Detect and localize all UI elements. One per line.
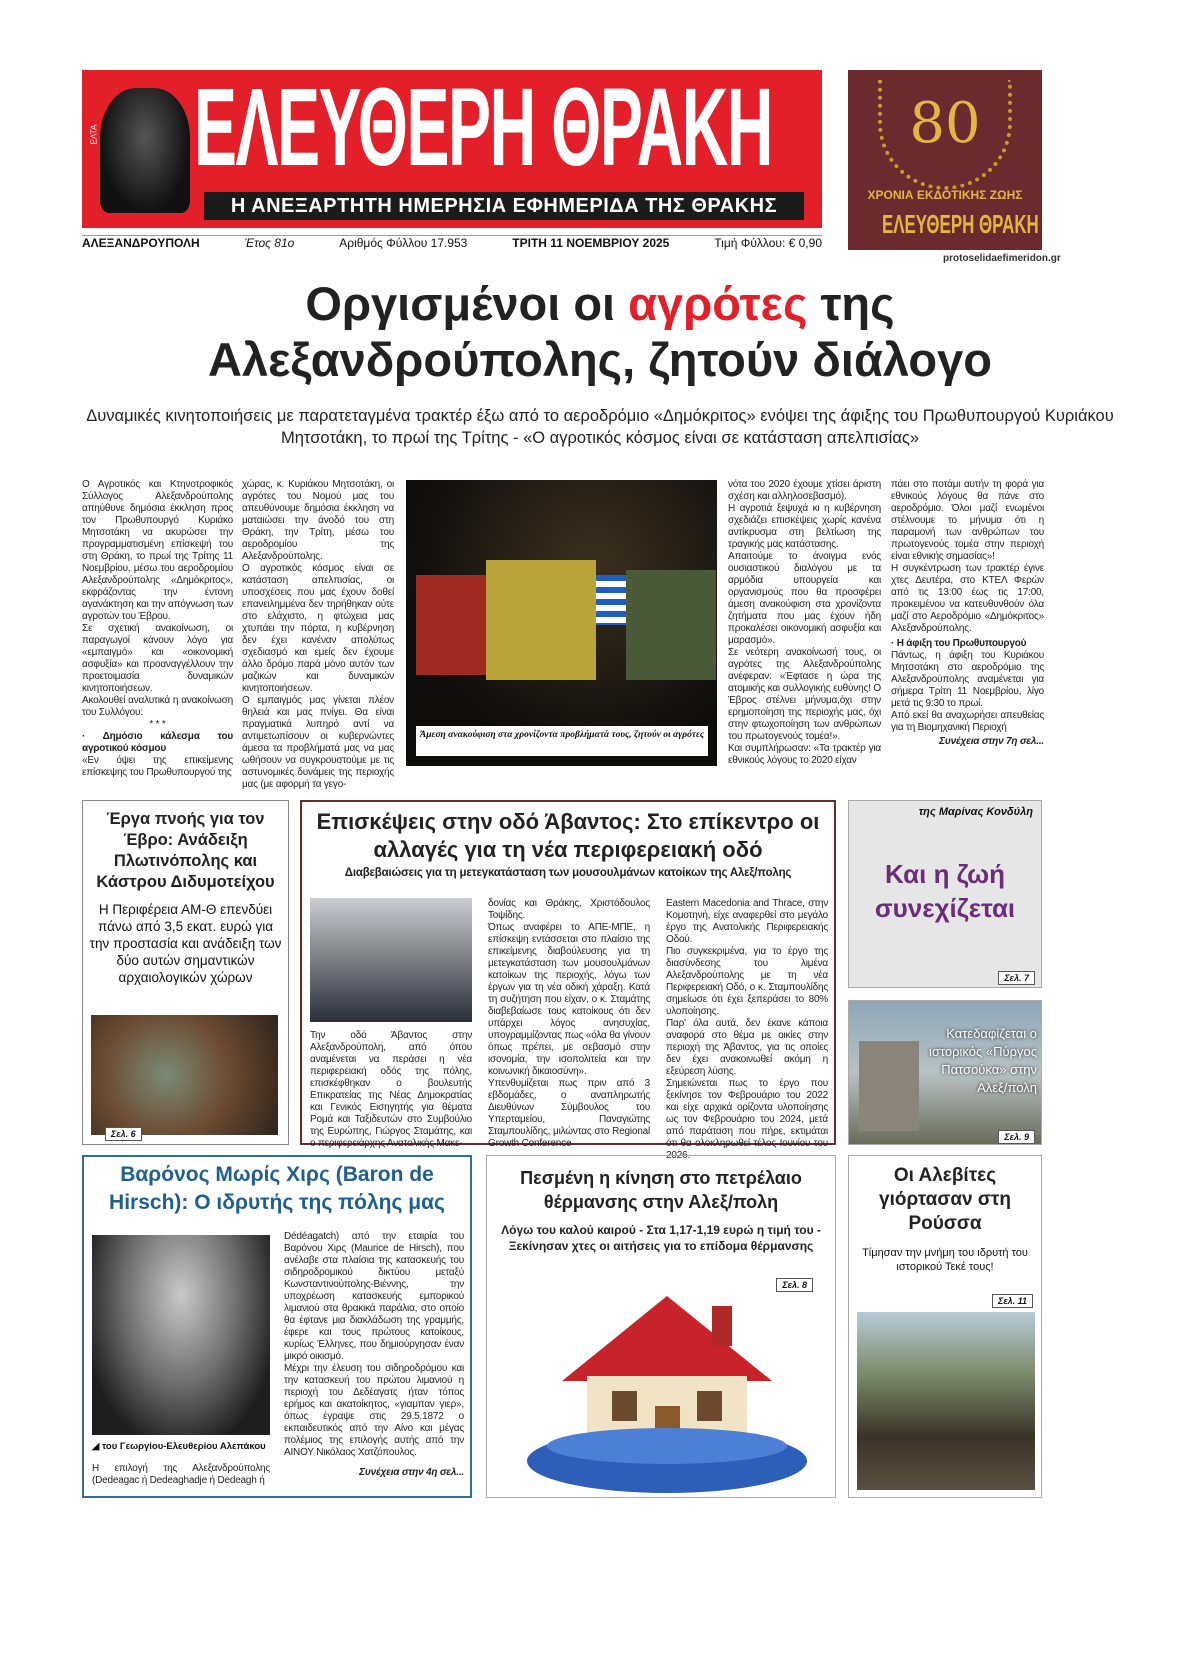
paragraph: Μέχρι την έλευση του σιδηροδρόμου και την κατασκευή του πρώτου λιμανιού η περιοχή του Δεδέαγατς ήταν τόπος ερήμος και ακατοίκητος, «γιαμπαν γιερ», όπως έγραψε στις 29.5.1872 ο εκπαιδευτικός από την Αίνο και μέγας πολέμιος της επιλογής αυτής από την ΑΙΝΟΥ Νικόλαος Χατζόπουλος. <box>284 1363 464 1458</box>
alevites-title: Οι Αλεβίτες γιόρτασαν στη Ρούσσα <box>879 1165 1011 1234</box>
tower-article[interactable] <box>848 1000 1042 1145</box>
paragraph: «Εν όψει της επικείμενης επίσκεψης του Πρωθυπουργού της <box>82 755 233 778</box>
paragraph: Ακολουθεί αναλυτικά η ανακοίνωση του Συλλόγου: <box>82 695 233 718</box>
paragraph: Ο Αγροτικός και Κτηνοτροφικός Σύλλογος Αλεξανδρούπολης απηύθυνε δημόσια έκκληση προς τον Πρωθυπουργό Κυριάκο Μητσοτάκη να ακυρώσει την προγραμματισμένη επίσκεψή του στη Θράκη, το πρωί της Τρίτης 11 Νοεμβρίου, μέσω του αεροδρομίου Αλεξανδρούπολης «Δημόκριτος», εκφράζοντας την έντονη αγανάκτηση και την απόγνωση των αγροτών του Έβρου. <box>82 479 233 622</box>
page-ref[interactable]: Σελ. 7 <box>998 971 1035 985</box>
paragraph: νότα του 2020 έχουμε χτίσει άριστη σχέση και αλληλοσεβασμό). <box>728 479 881 502</box>
officials-photo <box>310 898 472 1022</box>
lead-column-1 <box>82 479 233 791</box>
masthead <box>82 66 822 228</box>
green-tractor <box>626 570 716 680</box>
anniversary-badge <box>848 70 1042 250</box>
paragraph: Η αγροτιά ξεψυχά κι η κυβέρνηση σχεδιάζει επισκέψεις χωρίς κανένα αντίκρυσμα στη βελτίωση της τραγικής μας κατάστασης. <box>728 503 881 550</box>
page-ref[interactable]: Σελ. 11 <box>992 1294 1033 1308</box>
watermark: protoselidaefimeridon.gr <box>940 253 1064 265</box>
paragraph: Η επιλογή της Αλεξανδρούπολης (Dedeagac ή Dedeaghadje ή Dedeagh ή <box>92 1463 270 1486</box>
continue-link[interactable]: Συνέχεια στην 7η σελ... <box>939 736 1044 747</box>
laurel-wreath-icon <box>878 80 1012 190</box>
heating-subtitle: Λόγω του καλού καιρού - Στα 1,17-1,19 ευρώ η τιμή του - Ξεκίνησαν χτες οι αιτήσεις για το επίδομα θέρμανσης <box>501 1223 821 1253</box>
paragraph: χώρας, κ. Κυριάκου Μητσοτάκη, οι αγρότες του Νομού μας του απευθύνουμε δημόσια έκκληση να ματαιώσει την άνοδό του στη Θράκη, την Τρίτη, μέσω του αεροδρομίου της Αλεξανδρούπολης. <box>242 479 394 562</box>
hirsch-article[interactable] <box>82 1155 472 1498</box>
heating-title: Πεσμένη η κίνηση στο πετρέλαιο θέρμανσης στην Αλεξ/πολη <box>520 1168 802 1212</box>
paragraph: Όπως αναφέρει το ΑΠΕ-ΜΠΕ, η επίσκεψη εντάσσεται στο πλαίσιο της επικείμενης διαβούλευσης για τη μετεγκατάσταση των μουσουλμάνων κατοίκων της περιοχής, λόγω των έργων για τη νέα οδική χάραξη. Κατά τη συζήτηση που είχαν, ο κ. Σταμάτης διαβεβαίωσε τους κατοίκους ότι δεν υπάρχει λόγος ανησυχίας, υπογραμμίζοντας πως «όλα θα γίνουν όπως πρέπει, με σεβασμό στην ισονομία, την ισοπολιτεία και την κοινωνική δικαιοσύνη». <box>488 922 650 1077</box>
hirsch-portrait <box>92 1235 270 1435</box>
lead-deck: Δυναμικές κινητοποιήσεις με παρατεταγμένα τρακτέρ έξω από το αεροδρόμιο «Δημόκριτος» ενόψει της άφιξης του Πρωθυπουργού Κυριάκου Μητσοτάκη, το πρωί της Τρίτης - «Ο αγροτικός κόσμος είναι σε κατάσταση απελπισίας» <box>86 407 1114 447</box>
paragraph: Απαιτούμε το άνοιγμα ενός ουσιαστικού διαλόγου με τα αρμόδια υπουργεία και οργανισμούς που θα προσφέρει άμεση ανακούφιση στα χρονίζοντα ζητήματα που μας έχουν ήδη προκαλέσει οικονομική ασφυξία και μαρασμό». <box>728 551 881 646</box>
avantos-article[interactable] <box>300 800 836 1161</box>
avantos-subtitle: Διαβεβαιώσεις για τη μετεγκατάσταση των μουσουλμάνων κατοίκων της Αλεξ/πολης <box>344 867 792 879</box>
paragraph: Πιο συγκεκριμένα, για το έργο της διασύνδεσης του λιμένα Αλεξανδρούπολης με τη νέα Περιφερειακή Οδό, ο κ. Σταμπουλίδης σημείωσε ότι έχει ξεπεράσει το 80% υλοποίησης. <box>666 946 828 1017</box>
paragraph: Dédéagatch) από την εταιρία του Βαρόνου Χιρς (Maurice de Hirsch), που ανέλαβε στα πλαίσια της κατασκευής του σιδηροδρομικού δικτύου μεταξύ Κωνσταντινούπολης-Βιέννης, την υποχρέωση κατασκευής εμπορικού λιμανιού στα θρακικά παράλια, στο οποίο θα έφτανε μια διακλάδωση της γραμμής, έφερε και τους πρώτους κατοίκους, κυρίως Έλληνες, που δημιούργησαν έναν μικρό οικισμό. <box>284 1231 464 1362</box>
headline-part: της <box>807 277 895 330</box>
continue-link[interactable]: Συνέχεια στην 4η σελ... <box>359 1467 464 1478</box>
byline: της Μαρίνας Κονδύλη <box>918 806 1033 818</box>
avantos-column-1 <box>310 1030 472 1149</box>
lead-headline[interactable] <box>60 276 1140 388</box>
hirsch-left-text <box>92 1463 270 1489</box>
tower-headline: Κατεδαφίζεται ο ιστορικός «Πύργος Πατσούκα» στην Αλεξ/πολη <box>929 1026 1037 1095</box>
house-scarf-illustration <box>517 1276 817 1496</box>
headline-highlight: αγρότες <box>628 277 808 330</box>
avantos-column-3 <box>666 898 828 1161</box>
lead-column-3 <box>728 479 881 791</box>
price: Τιμή Φύλλου: € 0,90 <box>714 236 822 250</box>
paragraph: Και συμπλήρωσαν: «Τα τρακτέρ για εθνικούς λόγους το 2020 είχαν <box>728 743 881 766</box>
tagline: Η ΑΝΕΞΑΡΤΗΤΗ ΗΜΕΡΗΣΙΑ ΕΦΗΜΕΡΙΔΑ ΤΗΣ ΘΡΑΚΗΣ <box>204 192 804 220</box>
paragraph: πάει στο ποτάμι αυτήν τη φορά για εθνικούς λόγους θα πάνε στο αεροδρόμιο. Όλοι μαζί ενωμένοι στέλνουμε το μήνυμα ότι η παραμονή των ανθρώπων του πρωτογενούς τομέα στην περιοχή είναι εθνικής σημασίας»! <box>891 479 1044 562</box>
paragraph: Ο αγροτικός κόσμος είναι σε κατάσταση απελπισίας, οι υποσχέσεις που μας έχουν δοθεί επανειλημμένα δεν τηρήθηκαν ούτε στο ελάχιστο, η φτώχεια μας χτυπάει την πόρτα, η κυβέρνηση δεν έχει κανέναν απολύτως σχεδιασμό και εμείς δεν έχουμε άλλο δρόμο παρά μόνο αυτόν των μαζικών και δυναμικών κινητοποιήσεων. <box>242 563 394 694</box>
hirsch-column <box>284 1231 464 1493</box>
lead-column-4 <box>891 479 1044 793</box>
yellow-tractor <box>486 560 596 680</box>
paragraph: Σημειώνεται πως το έργο που ξεκίνησε τον Φεβρουάριο του 2022 και είχε αρχικά ορίζοντα υλοποίησης ως τον Φεβρουάριο του 2024, μετά από παράταση που πήρε, εκτιμάται ότι θα ολοκληρωθεί τέλος Ιουνίου του 2026. <box>666 1078 828 1161</box>
celebration-photo <box>857 1312 1035 1490</box>
paragraph: Σε σχετική ανακοίνωση, οι παραγωγοί κάνουν λόγο για «εμπαιγμό» και «οικονομική ασφυξία» και προαναγγέλλουν την προετοιμασία δυναμικών κινητοποιήσεων. <box>82 623 233 694</box>
evros-title: Έργα πνοής για τον Έβρο: Ανάδειξη Πλωτινόπολης και Κάστρου Διδυμοτείχου <box>96 810 275 891</box>
paragraph: Υπενθυμίζεται πως πριν από 3 εβδομάδες, ο αναπληρωτής Διευθύνων Σύμβουλος του Υπερταμείου, Παναγιώτης Σταμπουλίδης, μιλώντας στο Regional Growth Conference <box>488 1078 650 1149</box>
paragraph: Ο εμπαιγμός μας γίνεται πλέον θηλειά και μας πνίγει. Θα είναι πραγματικά λυπηρό αντί να αντιμετωπίσουν οι κυβερνώντες άμεσα τα προβλήματά μας να μας ωθήσουν να συγκρουστούμε με τις αστυνομικές δυνάμεις της περιοχής μας (με αφορμή τα γεγο- <box>242 695 394 790</box>
lead-column-2 <box>242 479 394 791</box>
date: ΤΡΙΤΗ 11 ΝΟΕΜΒΡΙΟΥ 2025 <box>512 236 670 250</box>
greek-flag <box>596 575 626 625</box>
paragraph: Πάντως, η άφιξη του Κυριάκου Μητσοτάκη στο αεροδρόμιο της Αλεξανδρούπολης αναμένεται για σήμερα Τρίτη 11 Νοεμβρίου, λίγο μετά τις 9:30 το πρωί. <box>891 650 1044 709</box>
page-ref[interactable]: Σελ. 9 <box>998 1130 1035 1144</box>
city: ΑΛΕΞΑΝΔΡΟΥΠΟΛΗ <box>82 236 200 250</box>
hirsch-title: Βαρόνος Μωρίς Χιρς (Baron de Hirsch): Ο ιδρυτής της πόλης μας <box>109 1163 445 1214</box>
anniversary-text: ΧΡΟΝΙΑ ΕΚΔΟΤΙΚΗΣ ΖΩΗΣ <box>867 188 1023 202</box>
subheading: · Δημόσιο κάλεσμα του αγροτικού κόσμου <box>82 731 233 754</box>
anniversary-number: 80 <box>909 91 981 156</box>
headline-line2: Αλεξανδρούπολης, ζητούν διάλογο <box>208 333 992 386</box>
newspaper-title[interactable]: ΕΛΕΥΘΕΡΗ ΘΡΑΚΗ <box>194 66 772 190</box>
anniversary-name: ΕΛΕΥΘΕΡΗ ΘΡΑΚΗ <box>881 209 1039 239</box>
paragraph: Παρ' όλα αυτά, δεν έκανε κάποια αναφορά στο θέμα με οικίες στην περιοχή της Άβαντος, για τις οποίες δεν έχει ανακοινωθεί ακόμη η εξεύρεση λύσης. <box>666 1018 828 1077</box>
author: ◢ του Γεωργίου-Ελευθερίου Αλεπάκου <box>92 1441 266 1452</box>
paragraph: Την οδό Άβαντος στην Αλεξανδρούπολη, από όπου αναμένεται να περάσει η νέα περιφερειακή οδός της πόλης, επισκέφθηκαν ο βουλευτής Επικρατείας της Νέας Δημοκρατίας και Γενικός Εισηγητής για θέματα Ρομά και Ταξιδευτών στο Συμβούλιο της Ευρώπης, Γιώργος Σταμάτης, και ο περιφερειάρχης Ανατολικής Μακε- <box>310 1030 472 1149</box>
photo-caption: Άμεση ανακούφιση στα χρονίζοντα προβλήματά τους, ζητούν οι αγρότες <box>416 726 708 756</box>
subheading: · Η άφιξη του Πρωθυπουργού <box>891 638 1027 649</box>
opinion-column[interactable] <box>848 800 1042 988</box>
nike-statue-logo <box>100 88 190 213</box>
avantos-column-2 <box>488 898 650 1149</box>
paragraph: Eastern Macedonia and Thrace, στην Κομοτηνή, είχε αναφερθεί στο μεγάλο έργο της Ανατολικής Περιφερειακής Οδού. <box>666 898 828 945</box>
avantos-title: Επισκέψεις στην οδό Άβαντος: Στο επίκεντρο οι αλλαγές για τη νέα περιφερειακή οδό <box>316 809 820 862</box>
paragraph: δονίας και Θράκης, Χριστόδουλος Τοψίδης. <box>488 898 650 921</box>
tower-photo <box>859 1041 919 1131</box>
headline-part: Οργισμένοι οι <box>305 277 629 330</box>
tractors-photo <box>406 480 717 766</box>
red-tractor <box>416 575 486 675</box>
mosaic-photo <box>91 1015 278 1135</box>
paragraph: Η συγκέντρωση των τρακτέρ έγινε χτες Δευτέρα, στο ΚΤΕΛ Φερών από τις 13:00 έως τις 17:00, προκειμένου να κατευθυνθούν όλα μαζί στο Αεροδρόμιο «Δημόκριτος» Αλεξανδρούπολης. <box>891 563 1044 634</box>
heating-article[interactable] <box>486 1155 836 1498</box>
elta-logo: ΕΛΤΑ <box>89 124 99 145</box>
column-title: Και η ζωή συνεχίζεται <box>874 859 1016 923</box>
paragraph: Σε νεότερη ανακοίνωσή τους, οι αγρότες της Αλεξανδρούπολης ανέφεραν: «Έφτασε η ώρα της ατομικής και συλλογικής ευθύνης! Ο Έβρος στέλνει μήνυμα,όχι στην ερημοποίηση της περιοχής μας, όχι στην φτωχοποίηση των ανθρώπων του πρωτογενούς τομέα!». <box>728 647 881 742</box>
issue-number: Αριθμός Φύλλου 17.953 <box>339 236 468 250</box>
page-ref[interactable]: Σελ. 8 <box>776 1278 813 1292</box>
paragraph: Από εκεί θα αναχωρήσει απευθείας για τη Βιομηχανική Περιοχή <box>891 710 1044 733</box>
separator: * * * <box>149 719 166 730</box>
year: Έτος 81ο <box>244 236 295 250</box>
alevites-summary: Τίμησαν την μνήμη του ιδρυτή του ιστορικού Τεκέ τους! <box>862 1247 1028 1273</box>
evros-article[interactable] <box>82 800 289 1145</box>
alevites-article[interactable] <box>848 1155 1042 1498</box>
page-ref[interactable]: Σελ. 6 <box>105 1127 142 1141</box>
evros-summary: Η Περιφέρεια ΑΜ-Θ επενδύει πάνω από 3,5 εκατ. ευρώ για την προστασία και ανάδειξη των δύο αυτών σημαντικών αρχαιολογικών χώρων <box>89 902 282 985</box>
dateline <box>82 235 822 251</box>
